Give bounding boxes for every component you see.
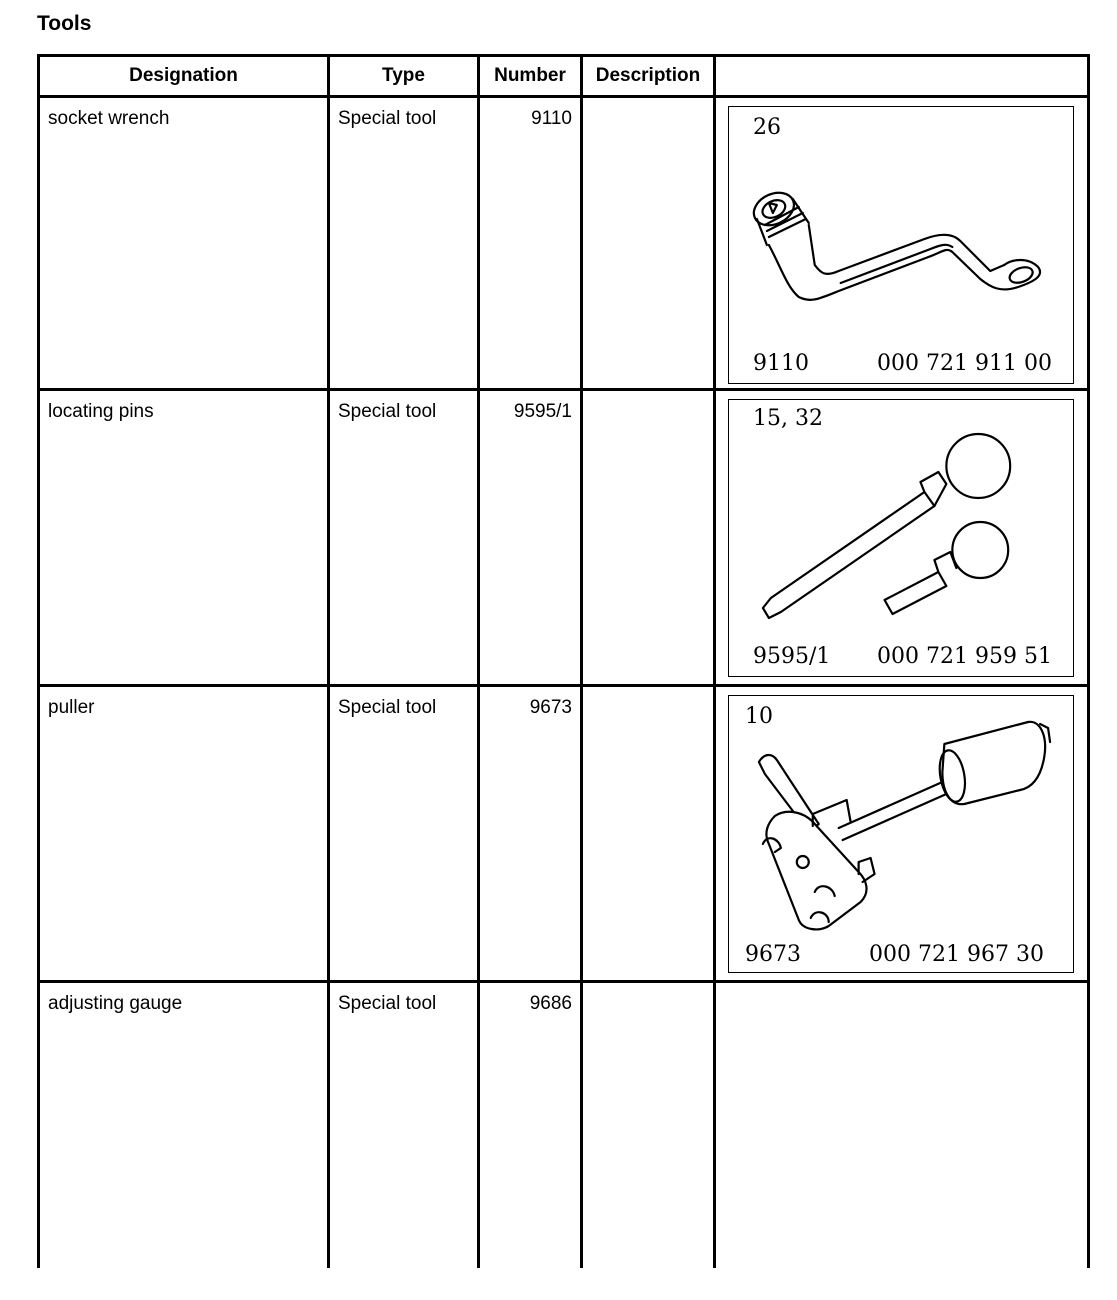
designation-cell: locating pins xyxy=(48,401,154,422)
description-cell xyxy=(583,98,713,108)
header-type: Type xyxy=(329,56,479,97)
page-title: Tools xyxy=(37,12,92,35)
puller-drawing-icon xyxy=(729,696,1073,972)
type-cell: Special tool xyxy=(338,697,437,718)
number-cell: 9686 xyxy=(529,993,572,1014)
illustration-part-number: 000 721 959 51 xyxy=(877,644,1052,669)
number-cell: 9673 xyxy=(529,697,572,718)
number-cell: 9595/1 xyxy=(513,401,572,422)
header-row xyxy=(39,56,1089,97)
type-cell: Special tool xyxy=(338,108,437,129)
locating-pins-drawing-icon xyxy=(729,400,1073,676)
illustration-ref: 15, 32 xyxy=(753,406,823,431)
illustration-ref: 26 xyxy=(753,115,781,140)
table-row xyxy=(39,982,1089,1269)
illustration-part-number: 000 721 911 00 xyxy=(877,351,1052,376)
illustration-part-number: 000 721 967 30 xyxy=(869,942,1044,967)
illustration-code: 9673 xyxy=(745,942,801,967)
description-cell xyxy=(583,687,713,697)
puller-illustration xyxy=(728,695,1074,973)
designation-cell: adjusting gauge xyxy=(48,993,183,1014)
illustration-ref: 10 xyxy=(745,704,773,729)
socket-wrench-drawing-icon xyxy=(729,107,1073,383)
table-row xyxy=(39,390,1089,686)
designation-cell: puller xyxy=(48,697,95,718)
empty-illustration-cell xyxy=(715,982,1089,1269)
description-cell xyxy=(583,391,713,401)
header-description: Description xyxy=(582,56,715,97)
header-illustration xyxy=(715,56,1089,97)
number-cell: 9110 xyxy=(531,108,572,129)
locating-pins-illustration xyxy=(728,399,1074,677)
tools-table xyxy=(37,54,1090,1268)
description-cell xyxy=(583,983,713,993)
illustration-code: 9595/1 xyxy=(753,644,831,669)
header-designation: Designation xyxy=(39,56,329,97)
header-number: Number xyxy=(479,56,582,97)
designation-cell: socket wrench xyxy=(48,108,170,129)
type-cell: Special tool xyxy=(338,401,437,422)
socket-wrench-illustration xyxy=(728,106,1074,384)
illustration-code: 9110 xyxy=(753,351,809,376)
table-row xyxy=(39,97,1089,390)
type-cell: Special tool xyxy=(338,993,437,1014)
table-row xyxy=(39,686,1089,982)
